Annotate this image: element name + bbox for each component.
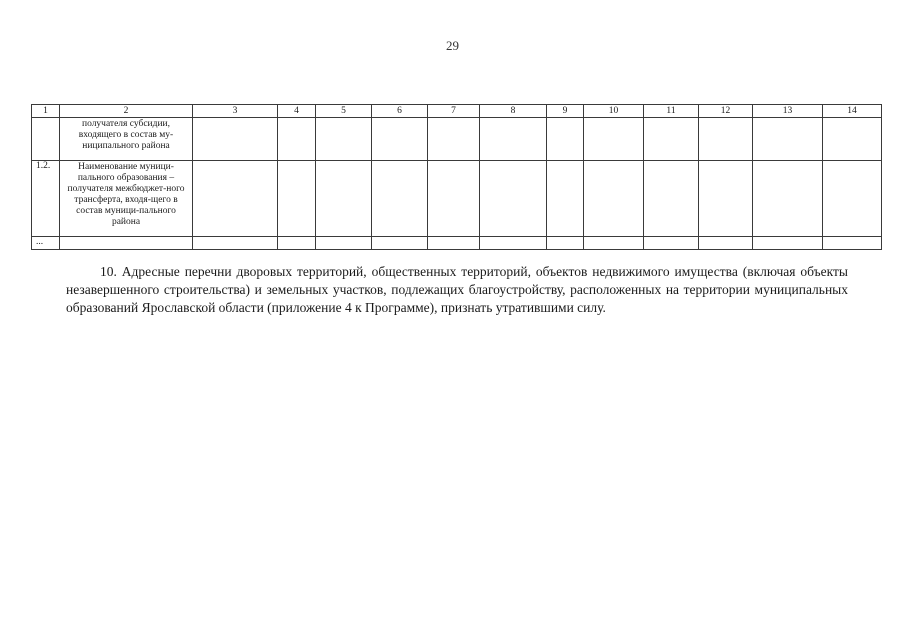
table-cell [193, 118, 278, 161]
column-header: 1 [32, 105, 60, 118]
body-paragraph: 10. Адресные перечни дворовых территорий, общественных территорий, объектов недвижимого имущества (включая объекты незавершенного строительства) и земельных участков, подлежащих благоустройству, расположенных на территории муниципальных образований Ярославской области (приложение 4 к Программе), признать утратившими силу. [66, 264, 848, 315]
table-cell [428, 237, 480, 250]
column-header: 6 [372, 105, 428, 118]
table-cell [547, 161, 584, 237]
table-cell [193, 161, 278, 237]
table-row [32, 161, 882, 237]
column-header: 10 [584, 105, 644, 118]
table-cell [823, 118, 882, 161]
table-cell [372, 118, 428, 161]
column-header: 5 [316, 105, 372, 118]
table-cell [428, 118, 480, 161]
row-number [32, 118, 60, 161]
table-cell [584, 161, 644, 237]
row-description: Наименование муници-пального образования – получателя межбюджет-ного трансферта, входя-щего в состав муници-пального района [60, 161, 193, 237]
table-cell [193, 237, 278, 250]
column-header: 9 [547, 105, 584, 118]
column-header: 3 [193, 105, 278, 118]
row-number: ... [32, 237, 60, 250]
table-cell [278, 118, 316, 161]
table-row [32, 118, 882, 161]
row-description: получателя субсидии, входящего в состав му-ниципального района [60, 118, 193, 161]
column-header: 14 [823, 105, 882, 118]
column-header: 11 [644, 105, 699, 118]
table-cell [644, 118, 699, 161]
table-cell [644, 161, 699, 237]
table-cell [753, 237, 823, 250]
table-cell [699, 118, 753, 161]
table-cell [428, 161, 480, 237]
table-cell [644, 237, 699, 250]
column-header: 2 [60, 105, 193, 118]
table-cell [278, 161, 316, 237]
column-header: 8 [480, 105, 547, 118]
table-cell [547, 118, 584, 161]
page-number: 29 [446, 38, 459, 53]
column-header: 12 [699, 105, 753, 118]
table-cell [823, 237, 882, 250]
table-cell [584, 118, 644, 161]
column-header: 13 [753, 105, 823, 118]
table-cell [480, 161, 547, 237]
table-cell [823, 161, 882, 237]
table-cell [372, 237, 428, 250]
table-cell [480, 237, 547, 250]
table-cell [699, 237, 753, 250]
table-cell [480, 118, 547, 161]
table-cell [753, 118, 823, 161]
column-header: 7 [428, 105, 480, 118]
table-row [32, 237, 882, 250]
table-cell [316, 118, 372, 161]
column-header: 4 [278, 105, 316, 118]
table-header-row [32, 105, 882, 118]
table-cell [372, 161, 428, 237]
table-cell [316, 237, 372, 250]
data-table [31, 104, 882, 250]
table-cell [316, 161, 372, 237]
table-cell [699, 161, 753, 237]
row-description [60, 237, 193, 250]
row-number: 1.2. [32, 161, 60, 237]
table-cell [584, 237, 644, 250]
table-cell [278, 237, 316, 250]
table-cell [547, 237, 584, 250]
table-cell [753, 161, 823, 237]
